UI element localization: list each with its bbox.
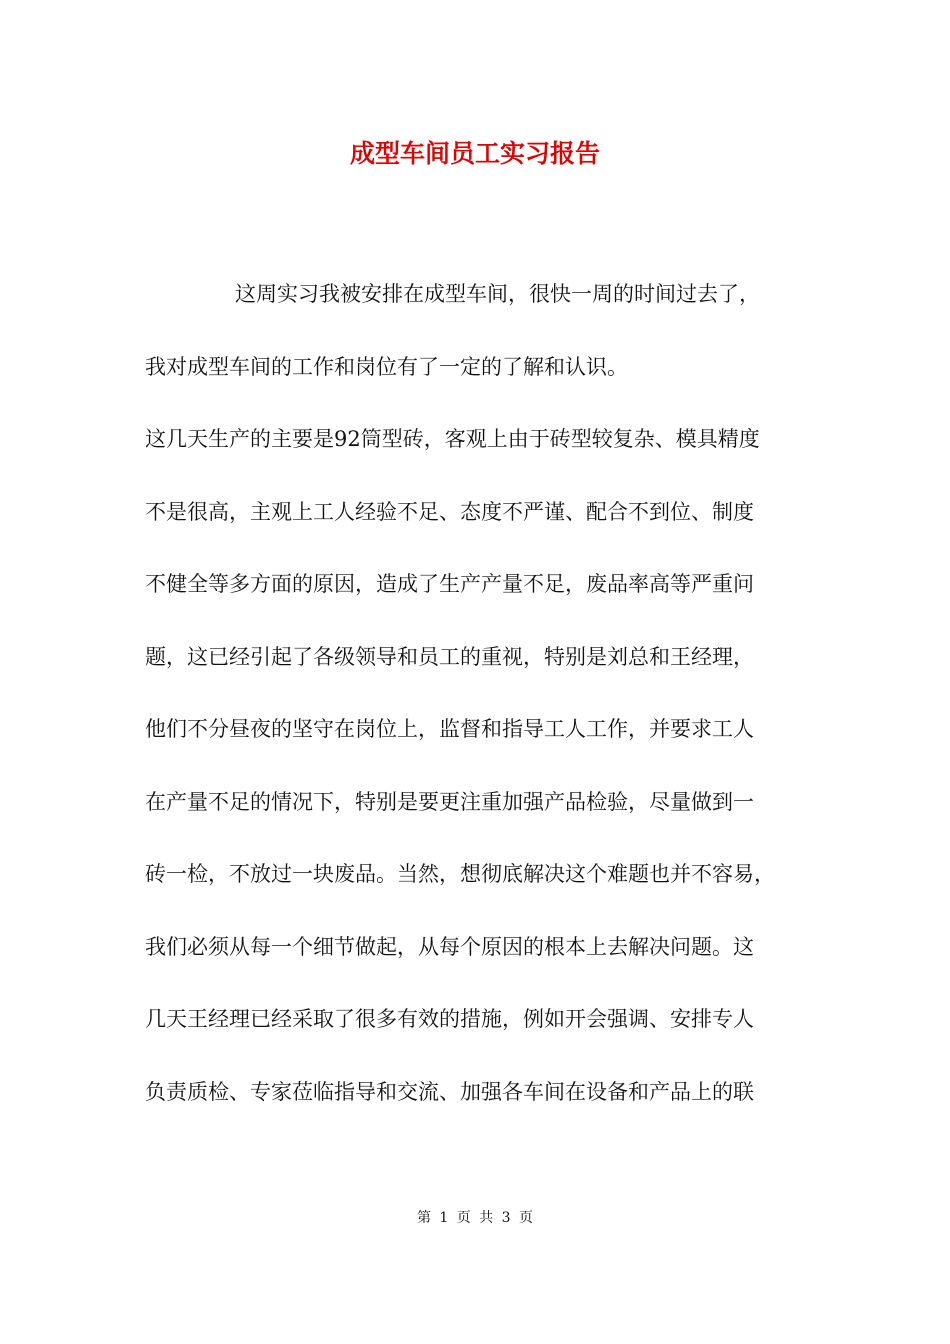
- body-line: 几天王经理已经采取了很多有效的措施，例如开会强调、安排专人: [145, 1007, 754, 1031]
- body-line: 我对成型车间的工作和岗位有了一定的了解和认识。: [145, 354, 628, 379]
- body-line: 我们必须从每一个细节做起，从每个原因的根本上去解决问题。这: [145, 934, 754, 959]
- body-line: 负责质检、专家莅临指导和交流、加强各车间在设备和产品上的联: [145, 1079, 754, 1104]
- body-line: 砖一检，不放过一块废品。当然，想彻底解决这个难题也并不容易，: [145, 862, 775, 886]
- body-line: 不是很高，主观上工人经验不足、态度不严谨、配合不到位、制度: [145, 499, 754, 524]
- document-title: 成型车间员工实习报告: [349, 139, 600, 168]
- page-number-footer: 第 1 页 共 3 页: [416, 1210, 534, 1226]
- body-line: 在产量不足的情况下，特别是要更注重加强产品检验，尽量做到一: [145, 789, 754, 814]
- body-line: 他们不分昼夜的坚守在岗位上，监督和指导工人工作，并要求工人: [145, 717, 754, 741]
- body-line: 这周实习我被安排在成型车间，很快一周的时间过去了，: [235, 282, 760, 306]
- report-body: [145, 272, 825, 1142]
- body-line: 这几天生产的主要是92筒型砖，客观上由于砖型较复杂、模具精度: [145, 427, 760, 451]
- body-line: 不健全等多方面的原因，造成了生产产量不足，废品率高等严重问: [145, 572, 754, 596]
- body-line: 题，这已经引起了各级领导和员工的重视，特别是刘总和王经理，: [145, 644, 754, 669]
